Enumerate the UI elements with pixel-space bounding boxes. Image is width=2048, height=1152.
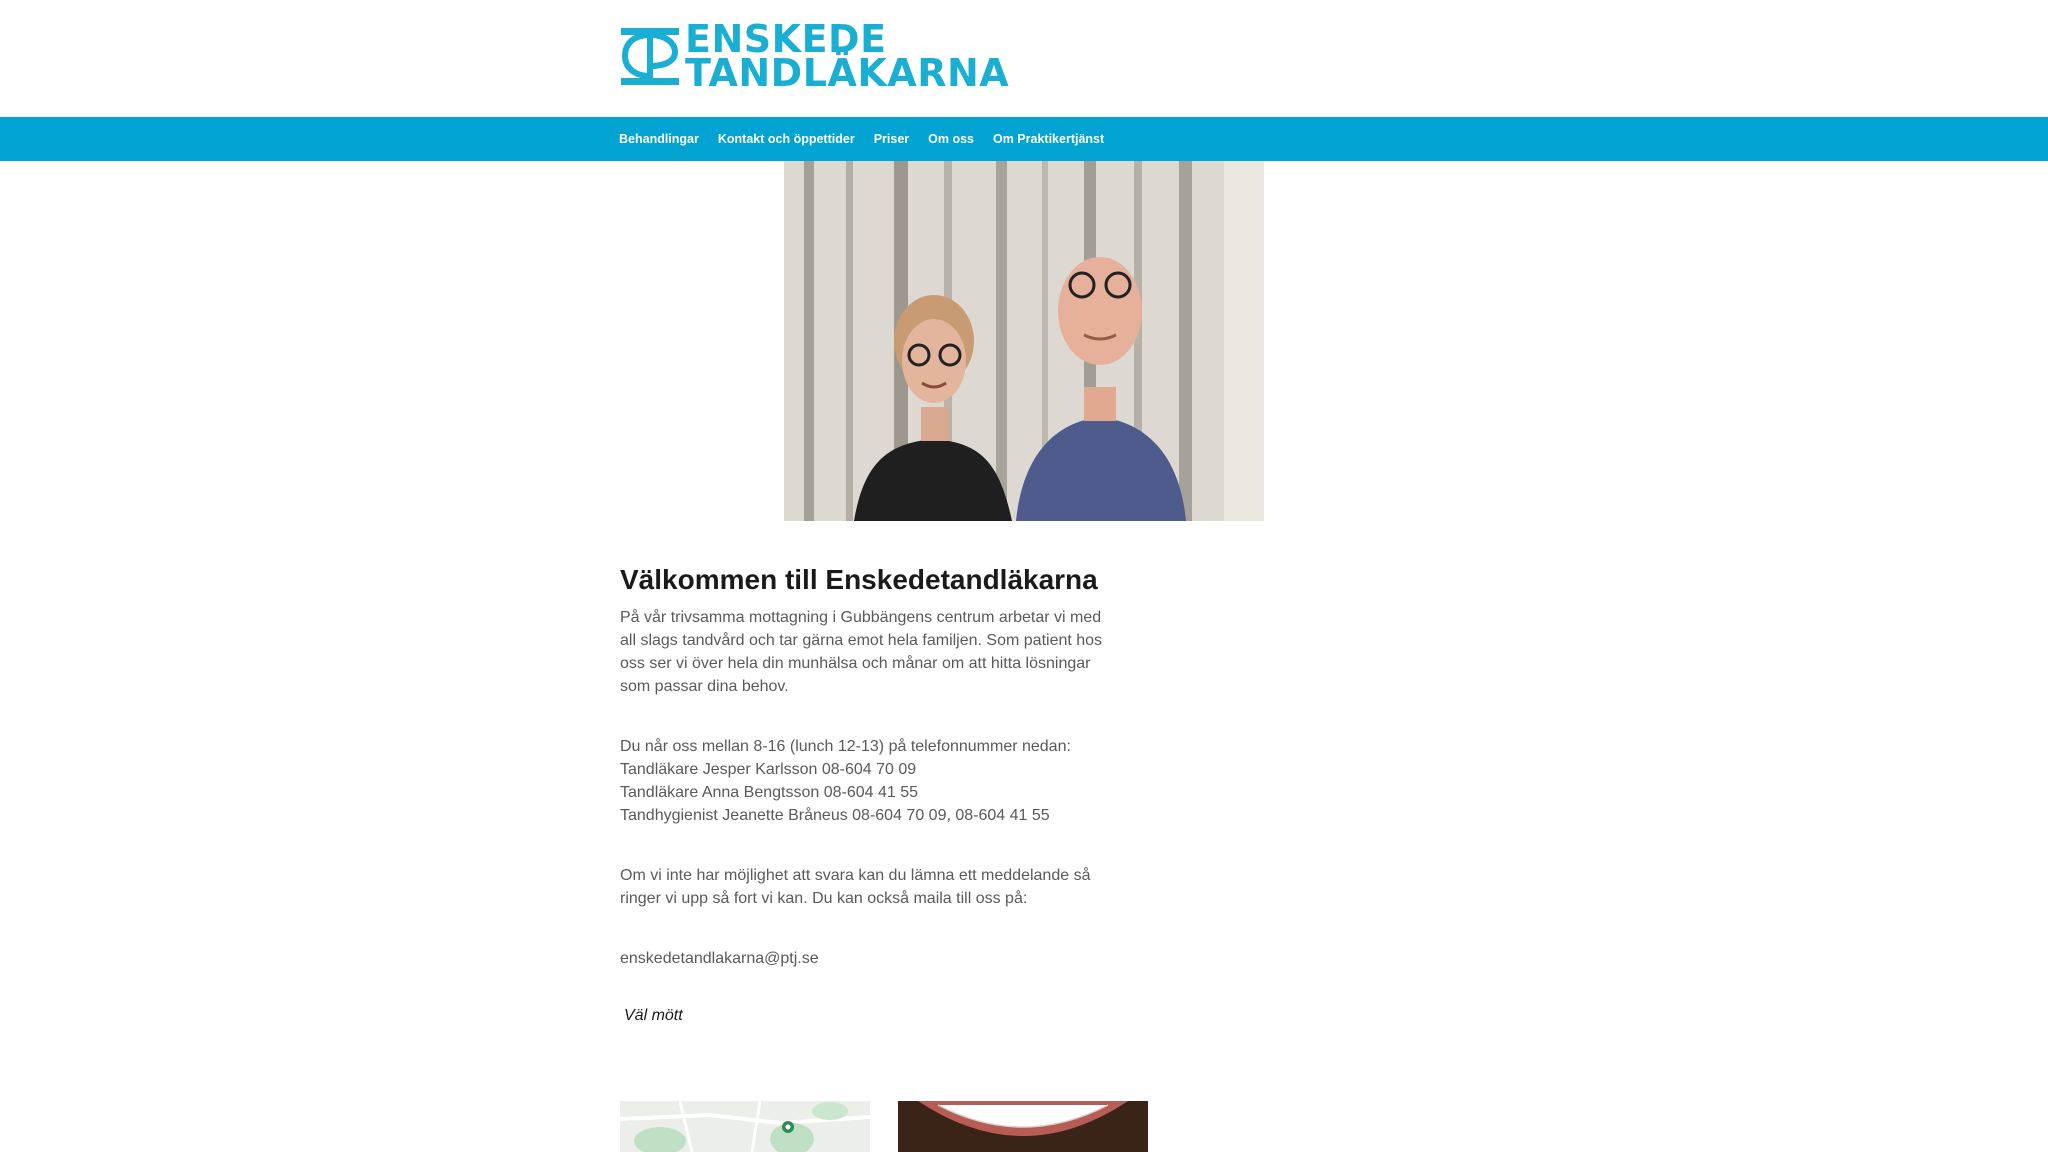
tooth-emblem-icon [619,22,681,90]
intro-line: oss ser vi över hela din munhälsa och månar om att hitta lösningar [620,655,1091,672]
main-navigation-bar [0,117,2048,161]
contact-paragraph [620,735,1120,827]
contact-hours: Du når oss mellan 8-16 (lunch 12-13) på telefonnummer nedan: [620,738,1071,755]
nav-item-behandlingar[interactable]: Behandlingar [619,132,699,146]
message-line: ringer vi upp så fort vi kan. Du kan också maila till oss på: [620,890,1028,907]
message-line: Om vi inte har möjlighet att svara kan du lämna ett meddelande så [620,867,1091,884]
main-content [620,560,1120,1025]
map-thumbnail[interactable] [620,1101,870,1152]
intro-line: all slags tandvård och tar gärna emot hela familjen. Som patient hos [620,632,1103,649]
nav-item-om-praktikertjanst[interactable]: Om Praktikertjänst [993,132,1105,146]
nav-item-kontakt[interactable]: Kontakt och öppettider [717,132,855,146]
logo-wordmark [685,17,1010,95]
nav-item-priser[interactable]: Priser [873,132,910,146]
main-navigation [619,117,1104,161]
site-logo[interactable] [619,17,1010,95]
intro-line: På vår trivsamma mottagning i Gubbängens centrum arbetar vi med [620,609,1102,626]
nav-item-om-oss[interactable]: Om oss [928,132,974,146]
message-paragraph [620,864,1120,910]
intro-paragraph [620,606,1120,698]
closing-greeting: Väl mött [624,1007,683,1024]
map-illustration [620,1101,870,1152]
email-link[interactable]: enskedetandlakarna@ptj.se [620,950,819,967]
hero-photo-illustration [784,161,1264,521]
intro-line: som passar dina behov. [620,678,789,695]
contact-hygienist: Tandhygienist Jeanette Bråneus 08-604 70 09, 08-604 41 55 [620,807,1050,824]
hero-photo-staff [784,161,1264,521]
site-header [0,0,2048,117]
logo-line-1: ENSKEDE [685,17,887,61]
smile-photo-thumbnail[interactable] [898,1101,1148,1152]
smile-illustration [898,1101,1148,1152]
page-title: Välkommen till Enskedetandläkarna [620,564,1098,595]
logo-line-2: TANDLÄKARNA [685,51,1010,95]
contact-dentist-2: Tandläkare Anna Bengtsson 08-604 41 55 [620,784,919,801]
contact-dentist-1: Tandläkare Jesper Karlsson 08-604 70 09 [620,761,917,778]
